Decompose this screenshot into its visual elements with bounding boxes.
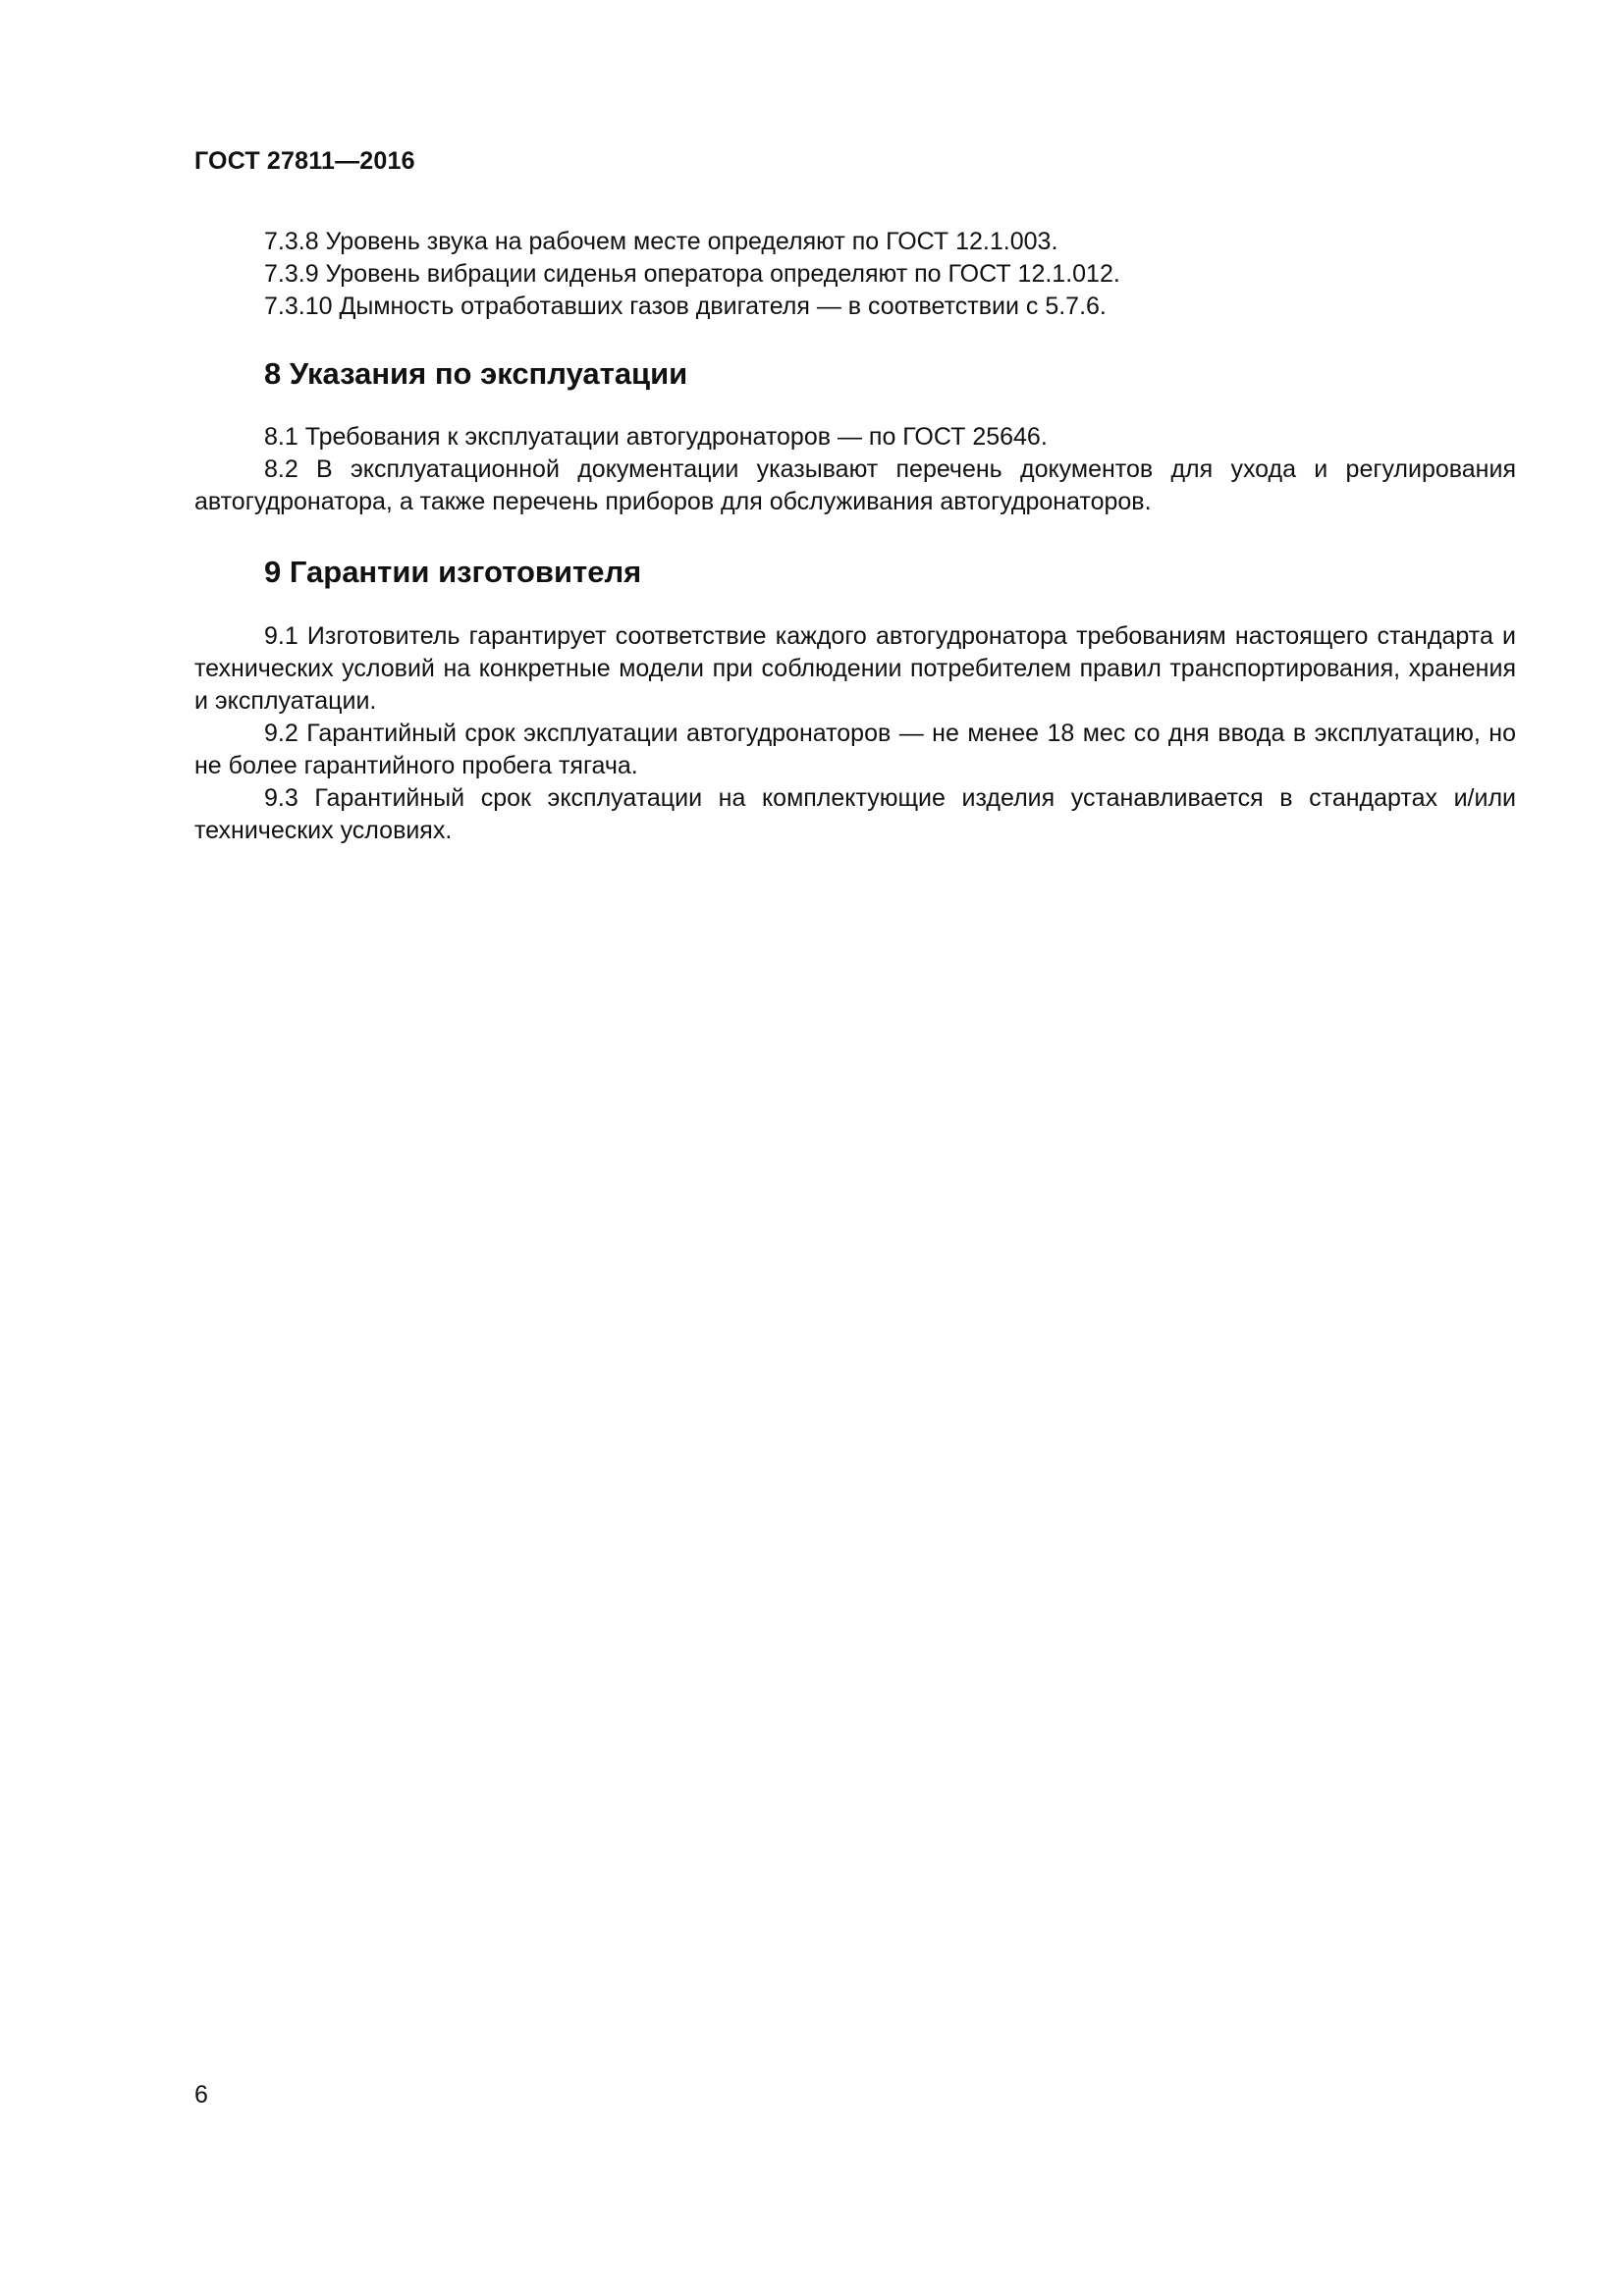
paragraph-8-2: 8.2 В эксплуатационной документации указывают перечень документов для ухода и регулирования автогудронатора, а также перечень приборов для обслуживания автогудронаторов. [194,455,1516,515]
paragraph-9-1: 9.1 Изготовитель гарантирует соответствие каждого автогудронатора требованиям настоящего стандарта и технических условий на конкретные модели при соблюдении потребителем правил транспортирования, хранения и эксплуатации. [194,622,1516,715]
paragraph-7-3-9: 7.3.9 Уровень вибрации сиденья оператора определяют по ГОСТ 12.1.012. [264,260,1120,288]
document-code-header: ГОСТ 27811—2016 [194,147,415,175]
paragraph-7-3-10: 7.3.10 Дымность отработавших газов двигателя — в соответствии с 5.7.6. [264,293,1107,320]
paragraph-8-1: 8.1 Требования к эксплуатации автогудронаторов — по ГОСТ 25646. [264,423,1048,451]
paragraph-7-3-8: 7.3.8 Уровень звука на рабочем месте определяют по ГОСТ 12.1.003. [264,228,1058,255]
paragraph-9-2: 9.2 Гарантийный срок эксплуатации автогудронаторов — не менее 18 мес со дня ввода в эксплуатацию, но не более гарантийного пробега тягача. [194,720,1516,779]
section-9-title: 9 Гарантии изготовителя [264,555,642,589]
paragraph-9-3: 9.3 Гарантийный срок эксплуатации на комплектующие изделия устанавливается в стандартах и/или технических условиях. [194,784,1516,844]
page-number: 6 [194,2081,208,2109]
page-content [194,226,1516,847]
section-8-title: 8 Указания по эксплуатации [264,356,688,391]
